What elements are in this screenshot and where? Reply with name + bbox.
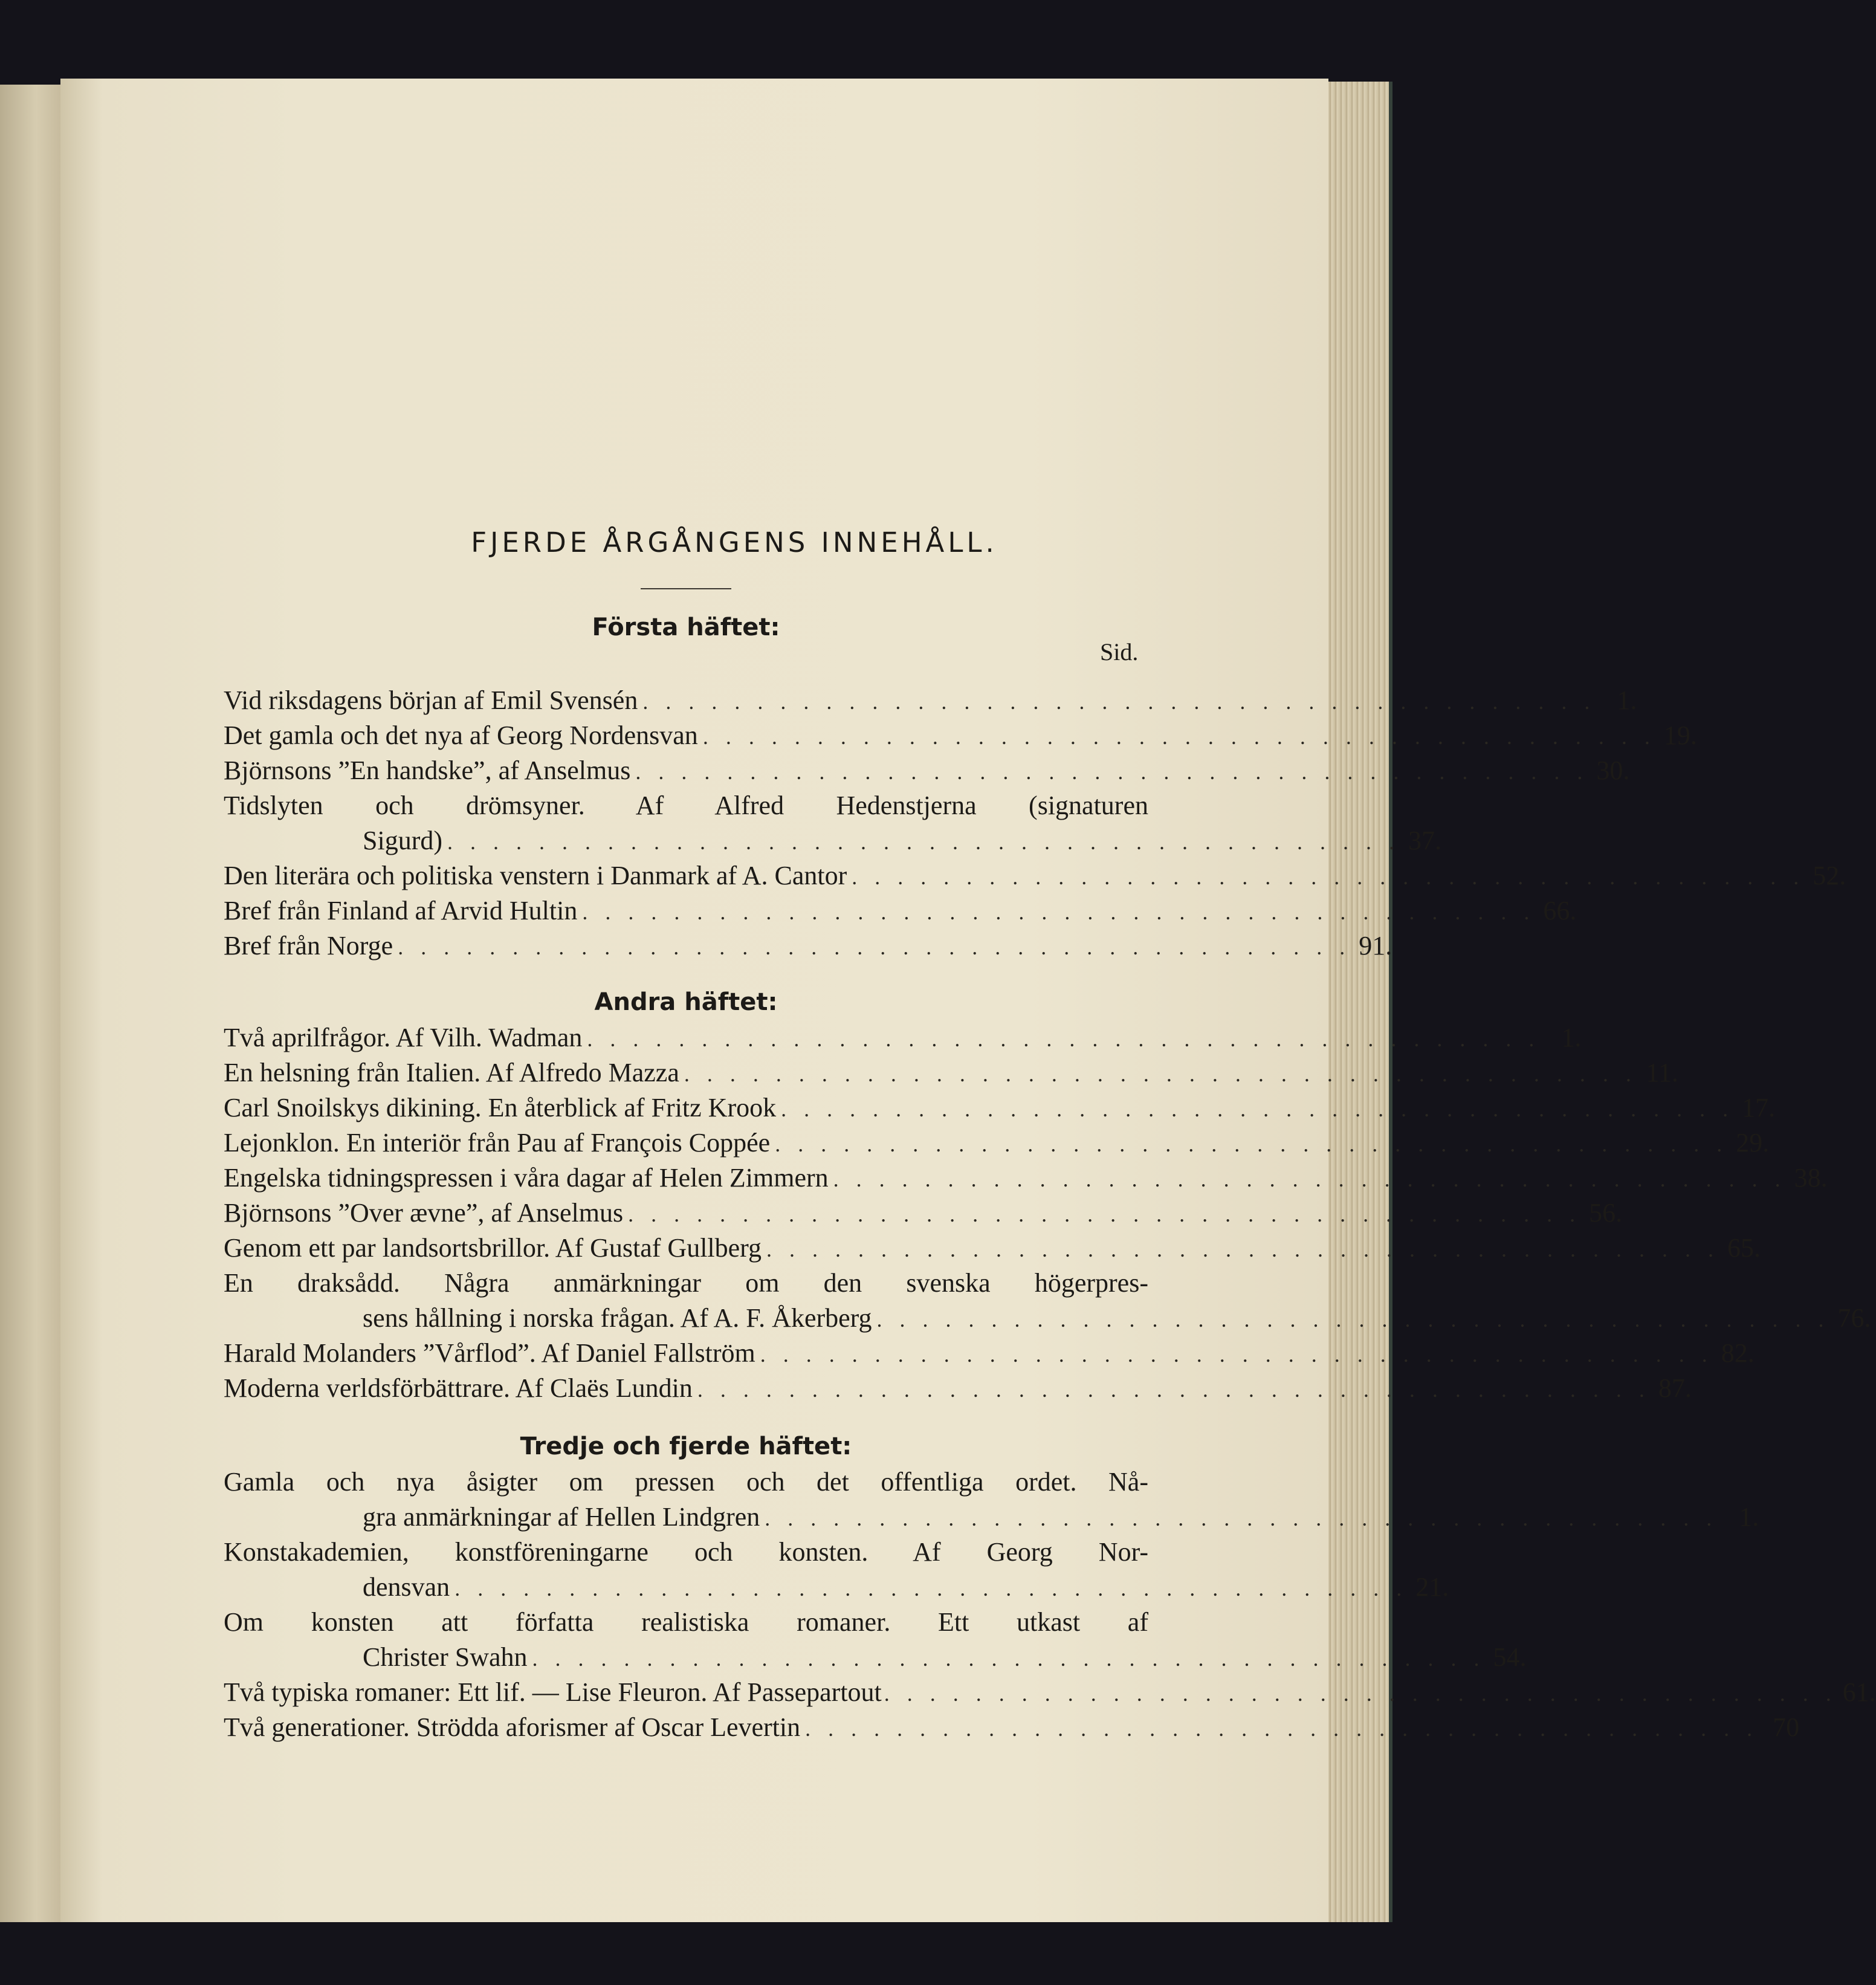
toc-entry: Engelska tidningspressen i våra dagar af Helen Zimmern . . . 38. bbox=[224, 1161, 1148, 1196]
toc-entry: Björnsons ”Over ævne”, af Anselmus . . . 56. bbox=[224, 1196, 1148, 1231]
toc-entry: Bref från Finland af Arvid Hultin . . . 66. bbox=[224, 893, 1148, 928]
book-page bbox=[60, 79, 1876, 1922]
toc-entry: Bref från Norge . . . 91. bbox=[224, 928, 1148, 963]
toc-entry: Det gamla och det nya af Georg Nordensvan . . . 19. bbox=[224, 718, 1148, 753]
toc-entry: Om konsten att författa realistiska romaner. Ett utkast af Christer Swahn . . . 54. bbox=[224, 1605, 1148, 1675]
page-title: FJERDE ÅRGÅNGENS INNEHÅLL. bbox=[471, 526, 998, 559]
toc-entry: Två typiska romaner: Ett lif. — Lise Fleuron. Af Passepartout . . . 61. bbox=[224, 1675, 1148, 1710]
page-column-label: Sid. bbox=[1100, 638, 1139, 665]
toc-entry: Gamla och nya åsigter om pressen och det offentliga ordet. Nå- gra anmärkningar af Hellen Lindgren . . . 1. bbox=[224, 1465, 1148, 1535]
toc-entry: En helsning från Italien. Af Alfredo Mazza . . . 11. bbox=[224, 1055, 1148, 1090]
previous-page-edge bbox=[0, 85, 60, 1922]
title-rule bbox=[641, 588, 731, 589]
toc-entry: Två generationer. Strödda aforismer af Oscar Levertin . . . 70 bbox=[224, 1710, 1148, 1745]
toc-entry: Harald Molanders ”Vårflod”. Af Daniel Fallström . . . 82. bbox=[224, 1336, 1148, 1371]
section-title-tredje-fjerde: Tredje och fjerde häftet: bbox=[520, 1433, 852, 1460]
toc-entry: En draksådd. Några anmärkningar om den svenska högerpres- sens hållning i norska frågan. Af A. F. Åkerberg . . . 76. bbox=[224, 1266, 1148, 1336]
toc-entry: Genom ett par landsortsbrillor. Af Gustaf Gullberg . . . 65. bbox=[224, 1231, 1148, 1266]
toc-entry: Den literära och politiska venstern i Danmark af A. Cantor . . . 52. bbox=[224, 858, 1148, 893]
toc-entry: Vid riksdagens början af Emil Svensén . . . 1. bbox=[224, 683, 1148, 718]
toc-entry: Två aprilfrågor. Af Vilh. Wadman . . . 1. bbox=[224, 1020, 1148, 1055]
section-title-andra: Andra häftet: bbox=[594, 988, 778, 1016]
toc-entry: Tidslyten och drömsyner. Af Alfred Hedenstjerna (signaturen Sigurd) . . . 37. bbox=[224, 788, 1148, 858]
toc-entry: Moderna verldsförbättrare. Af Claës Lundin . . . 87. bbox=[224, 1371, 1148, 1406]
toc-entry: Lejonklon. En interiör från Pau af François Coppée . . . 29. bbox=[224, 1125, 1148, 1161]
toc-entry: Carl Snoilskys dikining. En återblick af Fritz Krook . . . 17. bbox=[224, 1090, 1148, 1125]
section-title-forsta: Första häftet: bbox=[592, 614, 780, 641]
toc-entry: Konstakademien, konstföreningarne och konsten. Af Georg Nor- densvan . . . 21. bbox=[224, 1535, 1148, 1605]
toc-entry: Björnsons ”En handske”, af Anselmus . . . 30. bbox=[224, 753, 1148, 788]
